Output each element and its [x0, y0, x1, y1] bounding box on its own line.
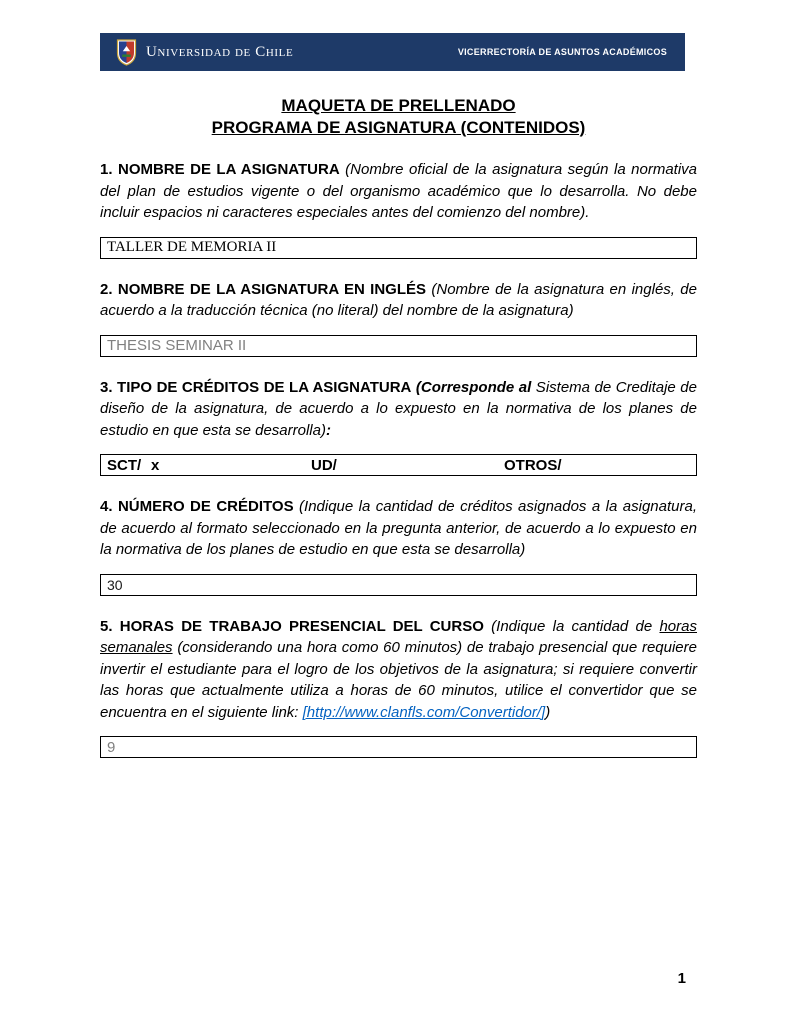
section-4-label: 4. NÚMERO DE CRÉDITOS	[100, 498, 294, 515]
header-bar	[100, 33, 685, 71]
title-line-2: PROGRAMA DE ASIGNATURA (CONTENIDOS)	[211, 118, 586, 137]
otros-label: OTROS/	[504, 457, 562, 474]
section-1-heading	[100, 159, 697, 224]
section-1-description: (Nombre oficial de la asignatura según la normativa del plan de estudios vigente o del organismo académico que lo desarrolla. No debe incluir espacios ni caracteres especiales antes del comienzo del nombre).	[100, 161, 698, 221]
asignatura-nombre-value: TALLER DE MEMORIA II	[107, 239, 277, 255]
asignatura-ingles-value: THESIS SEMINAR II	[107, 337, 247, 354]
section-4-heading	[100, 496, 697, 561]
asignatura-nombre-field[interactable]	[100, 237, 697, 259]
section-5-heading	[100, 616, 697, 724]
page-number: 1	[677, 970, 686, 987]
section-2-label: 2. NOMBRE DE LA ASIGNATURA EN INGLÉS	[100, 280, 427, 298]
university-name: Universidad de Chile	[146, 43, 294, 60]
section-3-description: (Corresponde al Sistema de Creditaje de diseño de la asignatura, de acuerdo a lo expuesto en la normativa de los planes de estudio en que esta se desarrolla):	[100, 378, 697, 439]
section-2-description: (Nombre de la asignatura en inglés, de acuerdo a la traducción técnica (no literal) del nombre de la asignatura)	[100, 280, 697, 319]
underlined-phrase: horas semanales	[100, 617, 697, 656]
convertidor-link[interactable]: [http://www.clanfls.com/Convertidor/]	[302, 703, 546, 721]
department-name: VICERRECTORÍA DE ASUNTOS ACADÉMICOS	[457, 47, 667, 57]
sct-mark[interactable]: x	[151, 457, 160, 474]
horas-presencial-field[interactable]	[100, 736, 697, 758]
section-4-description: (Indique la cantidad de créditos asignados a la asignatura, de acuerdo al formato seleccionado en la pregunta anterior, de acuerdo a lo expuesto en la normativa de los planes de estudio en que esta se desarrolla)	[100, 498, 697, 558]
numero-creditos-field[interactable]	[100, 574, 697, 596]
horas-presencial-value: 9	[107, 738, 116, 756]
sct-label: SCT/	[107, 457, 142, 474]
section-5-description: (Indique la cantidad de horas semanales (considerando una hora como 60 minutos) de trabajo presencial que requiere invertir el estudiante para el logro de los objetivos de la asignatura; si requiere convertir las horas que actualmente utiliza a horas de 60 minutos, utilice el convertidor que se encuentra en el siguiente link: [http://www.clanfls.com/Convertidor/])	[100, 617, 697, 721]
credit-type-row	[100, 454, 697, 476]
title-line-1: MAQUETA DE PRELLENADO	[281, 96, 516, 115]
document-title	[100, 95, 697, 139]
section-3-label: 3. TIPO DE CRÉDITOS DE LA ASIGNATURA	[100, 378, 412, 396]
section-5-label: 5. HORAS DE TRABAJO PRESENCIAL DEL CURSO	[100, 617, 484, 635]
university-crest-icon	[116, 38, 137, 66]
ud-label: UD/	[311, 457, 337, 474]
university-logo	[116, 38, 293, 66]
section-2-heading	[100, 279, 697, 322]
numero-creditos-value: 30	[107, 576, 123, 593]
section-1-label: 1. NOMBRE DE LA ASIGNATURA	[100, 161, 340, 178]
section-3-heading	[100, 377, 697, 442]
asignatura-ingles-field[interactable]	[100, 335, 697, 357]
